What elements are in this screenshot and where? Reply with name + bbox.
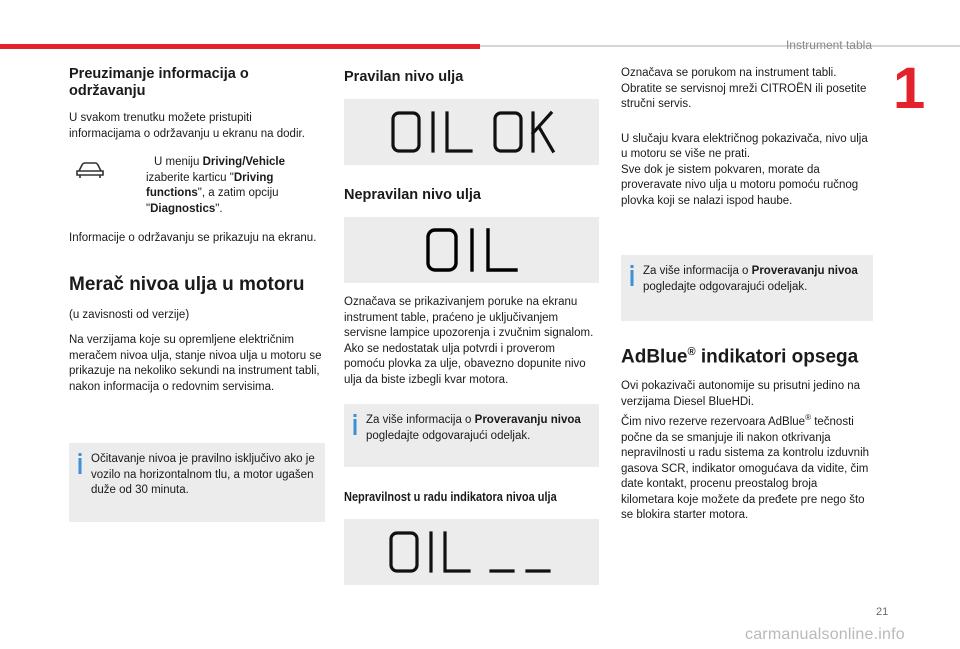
malfunction-description: Označava se porukom na instrument tabli. Obratite se servisnoj mreži CITROËN ili posetite stručni servis. — [621, 67, 867, 110]
oil-warning-graphic — [422, 225, 522, 275]
info-icon — [629, 265, 636, 293]
display-oil-ok — [344, 99, 599, 165]
maintenance-intro: U svakom trenutku možete pristupiti informacijama o održavanju u ekranu na dodir. — [69, 112, 305, 140]
watermark: carmanualsonline.info — [745, 626, 905, 643]
info-box-checking-level — [344, 404, 599, 467]
heading-incorrect-level: Nepravilan nivo ulja — [344, 187, 481, 203]
heading-indicator-malfunction: Nepravilnost u radu indikatora nivoa ulja — [344, 490, 557, 504]
page-number: 21 — [876, 606, 889, 618]
adblue-description-2: Čim nivo rezerve rezervoara AdBlue® tečnosti počne da se smanjuje ili nakon otkrivanja nepravilnosti u radu sistema za kontrolu izduvnih gasova SCR, indikator omogućava da vidite, čim date kontakt, procenu preostalog broja kilometara koje možete da pređete pre nego što se blokira starter motora. — [621, 413, 870, 522]
info-box-level-reading — [69, 443, 325, 522]
info-box-checking-level-2 — [621, 255, 873, 321]
failure-description-1: U slučaju kvara električnog pokazivača, nivo ulja u motoru se više ne prati. — [621, 132, 868, 160]
oil-dashes-graphic — [387, 529, 557, 575]
section-title: Instrument tabla — [785, 38, 872, 52]
info-text-checking-level-2: Za više informacija o Proveravanju nivoa pogledajte odgovarajući odeljak. — [643, 265, 858, 293]
column-left — [69, 66, 325, 522]
header-divider — [480, 45, 960, 47]
heading-correct-level: Pravilan nivo ulja — [344, 69, 464, 85]
info-text-level-reading: Očitavanje nivoa je pravilno isključivo ako je vozilo na horizontalnom tlu, a motor ugašen duže od 30 minuta. — [91, 453, 315, 496]
oil-ok-graphic — [387, 109, 557, 155]
failure-description-2: Sve dok je sistem pokvaren, morate da proveravate nivo ulja u motoru pomoću ručnog plovka koji se nalazi ispod haube. — [621, 163, 859, 207]
column-right — [621, 66, 873, 524]
info-icon — [352, 414, 359, 442]
heading-adblue: AdBlue® indikatori opsega — [621, 346, 859, 368]
adblue-description-1: Ovi pokazivači autonomije su prisutni jedino na verzijama Diesel BlueHDi. — [621, 380, 861, 408]
display-note: Informacije o održavanju se prikazuju na ekranu. — [69, 232, 317, 244]
incorrect-description-1: Označava se prikazivanjem poruke na ekranu instrument table, praćeno je uključivanjem servisne lampice upozorenja i zvučnim signalom. — [344, 296, 594, 339]
info-text-checking-level: Za više informacija o Proveravanju nivoa pogledajte odgovarajući odeljak. — [366, 414, 581, 442]
menu-instruction-text: U meniju Driving/Vehicle izaberite karticu "Driving functions", a zatim opciju "Diagnostics". — [146, 156, 286, 215]
heading-oil-gauge: Merač nivoa ulja u motoru — [69, 273, 305, 295]
display-oil-dashes — [344, 519, 599, 585]
gauge-description: Na verzijama koje su opremljene električnim meračem nivoa ulja, stanje nivoa ulja u motoru se prikazuje na nekoliko sekundi na instrument tabli, nakon informacija o redovnim servisima. — [69, 334, 322, 393]
header-accent-bar — [0, 44, 480, 49]
column-middle — [344, 66, 599, 585]
car-service-icon — [75, 161, 105, 185]
version-note: (u zavisnosti od verzije) — [69, 308, 190, 321]
info-icon — [77, 453, 84, 481]
incorrect-description-2: Ako se nedostatak ulja potvrdi i proverom pomoću plovka za ulje, obavezno dopunite nivo ulja da biste izbegli kvar motora. — [344, 342, 586, 386]
display-oil-warning — [344, 217, 599, 283]
chapter-number: 1 — [893, 56, 926, 121]
menu-instruction — [69, 155, 325, 217]
heading-maintenance: Preuzimanje informacija o održavanju — [69, 66, 249, 99]
